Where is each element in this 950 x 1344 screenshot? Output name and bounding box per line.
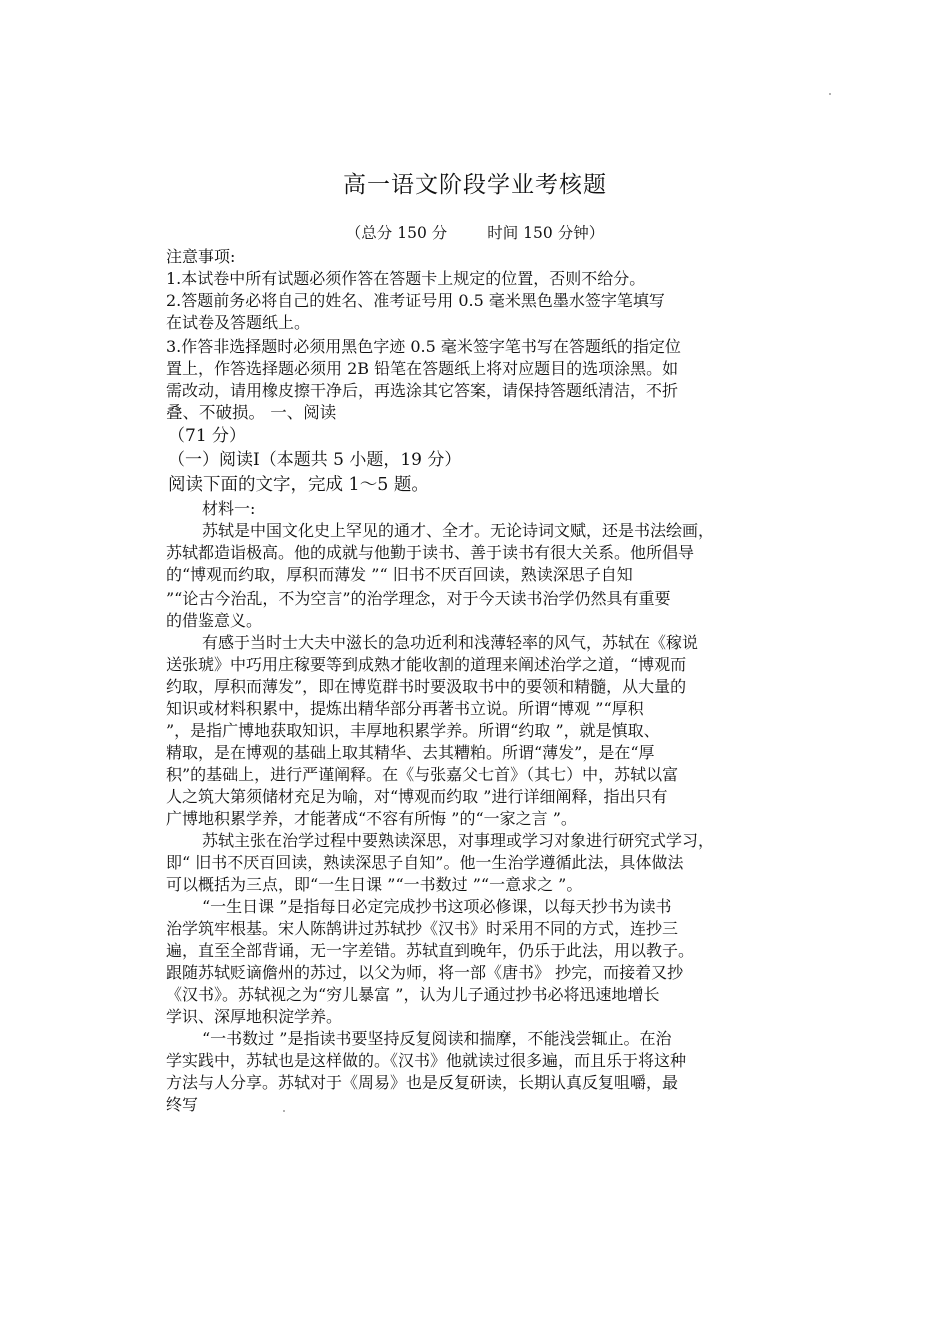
body-line: 人之筑大第须储材充足为喻，对“博观而约取 ”进行详细阐释，指出只有: [166, 787, 668, 806]
exam-title: 高一语文阶段学业考核题: [343, 172, 607, 198]
exam-time: 时间 150 分钟）: [487, 224, 605, 242]
body-line: 可以概括为三点，即“一生日课 ”“一书数过 ”“一意求之 ”。: [166, 875, 583, 894]
notice-line: 需改动，请用橡皮擦干净后，再选涂其它答案，请保持答题纸清洁，不折: [166, 381, 679, 400]
body-line: 的“博观而约取，厚积而薄发 ”“ 旧书不厌百回读，熟读深思子自知: [166, 565, 633, 584]
body-line: 苏轼主张在治学过程中要熟读深思，对事理或学习对象进行研究式学习，: [202, 831, 715, 850]
body-line: 治学筑牢根基。宋人陈鹄讲过苏轼抄《汉书》时采用不同的方式，连抄三: [166, 919, 679, 938]
body-line: 积”的基础上，进行严谨阐释。在《与张嘉父七首》（其七）中，苏轼以富: [166, 765, 679, 784]
notice-heading: 注意事项:: [166, 247, 236, 266]
notice-line: 2.答题前务必将自己的姓名、准考证号用 0.5 毫米黑色墨水签字笔填写: [166, 291, 665, 310]
exam-meta: [0, 221, 950, 243]
body-line: 即“ 旧书不厌百回读，熟读深思子自知”。他一生治学遵循此法，具体做法: [166, 853, 684, 872]
body-line: 终写: [166, 1095, 199, 1114]
scan-speck: [829, 93, 831, 95]
notice-line: 叠、不破损。 一、阅读: [166, 403, 337, 422]
notice-line: 1.本试卷中所有试题必须作答在答题卡上规定的位置，否则不给分。: [166, 269, 646, 288]
body-line: 学识、深厚地积淀学养。: [166, 1007, 343, 1026]
body-line: 跟随苏轼贬谪儋州的苏过，以父为师，将一部《唐书》 抄完，而接着又抄: [166, 963, 684, 982]
body-line: 《汉书》。苏轼视之为“穷儿暴富 ”，认为儿子通过抄书必将迅速地增长: [166, 985, 660, 1004]
section-score: （71 分）: [168, 426, 247, 446]
body-line: ”“论古今治乱，不为空言”的治学理念，对于今天读书治学仍然具有重要: [166, 589, 671, 608]
section-instruction: 阅读下面的文字，完成 1～5 题。: [168, 475, 429, 495]
total-score: （总分 150 分: [345, 224, 448, 242]
body-line: 精取，是在博观的基础上取其精华、去其糟粕。所谓“薄发”，是在“厚: [166, 743, 655, 762]
body-line: 广博地积累学养，才能著成“不容有所悔 ”的“一家之言 ”。: [166, 809, 577, 828]
body-line: 遍，直至全部背诵，无一字差错。苏轼直到晚年，仍乐于此法，用以教子。: [166, 941, 695, 960]
body-line: “一生日课 ”是指每日必定完成抄书这项必修课，以每天抄书为读书: [202, 897, 672, 916]
body-line: 方法与人分享。苏轼对于《周易》也是反复研读，长期认真反复咀嚼，最: [166, 1073, 679, 1092]
body-line: 送张琥》中巧用庄稼要等到成熟才能收割的道理来阐述治学之道，“博观而: [166, 655, 687, 674]
material-label: 材料一:: [202, 499, 256, 518]
section-part-heading: （一）阅读Ⅰ（本题共 5 小题，19 分）: [168, 450, 462, 470]
body-line: 苏轼都造诣极高。他的成就与他勤于读书、善于读书有很大关系。他所倡导: [166, 543, 695, 562]
body-line: 有感于当时士大夫中滋长的急功近利和浅薄轻率的风气，苏轼在《稼说: [202, 633, 699, 652]
notice-line: 在试卷及答题纸上。: [166, 313, 311, 332]
notice-line: 3.作答非选择题时必须用黑色字迹 0.5 毫米签字笔书写在答题纸的指定位: [166, 337, 681, 356]
body-line: 约取，厚积而薄发”，即在博览群书时要汲取书中的要领和精髓，从大量的: [166, 677, 687, 696]
body-line: 苏轼是中国文化史上罕见的通才、全才。无论诗词文赋，还是书法绘画，: [202, 521, 715, 540]
body-line: 知识或材料积累中，提炼出精华部分再著书立说。所谓“博观 ”“厚积: [166, 699, 644, 718]
body-line: 的借鉴意义。: [166, 611, 263, 630]
body-line: ”，是指广博地获取知识，丰厚地积累学养。所谓“约取 ”，就是慎取、: [166, 721, 660, 740]
body-line: 学实践中，苏轼也是这样做的。《汉书》他就读过很多遍，而且乐于将这种: [166, 1051, 687, 1070]
body-line: “一书数过 ”是指读书要坚持反复阅读和揣摩，不能浅尝辄止。在治: [202, 1029, 672, 1048]
notice-line: 置上，作答选择题必须用 2B 铅笔在答题纸上将对应题目的选项涂黑。如: [166, 359, 679, 378]
